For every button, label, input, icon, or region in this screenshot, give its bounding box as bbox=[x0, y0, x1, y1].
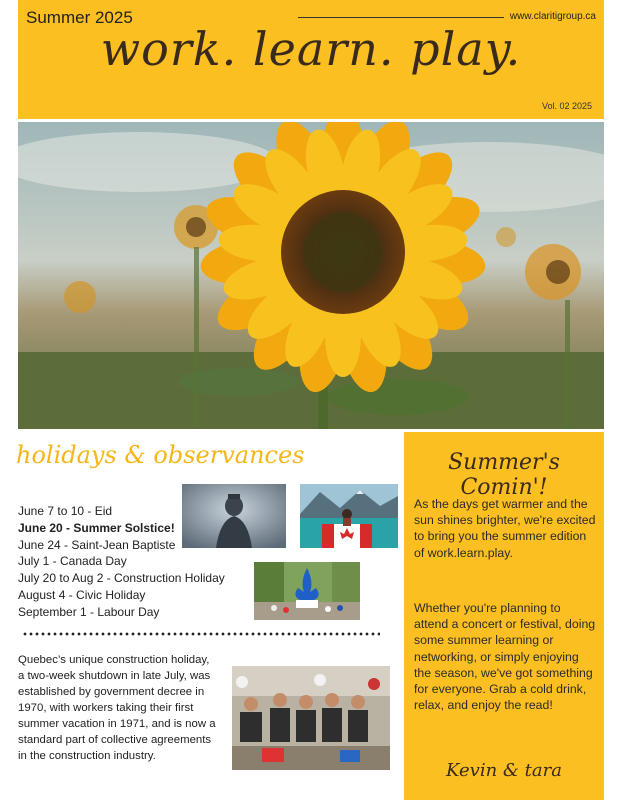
header-rule bbox=[298, 17, 504, 18]
website-link[interactable]: www.claritigroup.ca bbox=[509, 11, 596, 22]
holiday-item: August 4 - Civic Holiday bbox=[18, 587, 146, 602]
fleur-de-lis-parade-photo bbox=[254, 562, 360, 620]
construction-workers-photo bbox=[232, 666, 390, 770]
quebec-construction-paragraph: Quebec’s unique construction holiday, a two-week shutdown in late July, was established by government decree in 1970, with workers taking their first summer vacation in 1971, and is now a standard part of collective agreements in the construction industry. bbox=[18, 654, 216, 762]
newsletter-title: work. learn. play. bbox=[100, 22, 522, 76]
holiday-item: June 24 - Saint-Jean Baptiste bbox=[18, 537, 176, 552]
hero-sunflower-photo bbox=[18, 122, 604, 429]
holiday-item: June 7 to 10 - Eid bbox=[18, 504, 113, 518]
holiday-item: July 1 - Canada Day bbox=[18, 554, 127, 569]
holiday-item: June 20 - Summer Solstice! bbox=[18, 520, 175, 535]
volume-label: Vol. 02 2025 bbox=[541, 101, 592, 111]
masthead-banner bbox=[18, 0, 604, 119]
sidebar-body-paragraph: Whether you're planning to attend a concert or festival, doing some summer learning or networking, or simply enjoying the season, we've got something for everyone. Grab a cold drink, relax, and enjoy the read! bbox=[414, 601, 596, 713]
summer-sidebar bbox=[404, 432, 604, 800]
dotted-divider bbox=[22, 632, 380, 636]
statue-photo bbox=[182, 484, 286, 548]
holiday-item: September 1 - Labour Day bbox=[18, 604, 160, 619]
sidebar-title: Summer's Comin'! bbox=[448, 450, 560, 500]
holidays-heading: holidays & observances bbox=[16, 441, 305, 469]
edition-label: Summer 2025 bbox=[26, 8, 133, 27]
canada-lake-photo bbox=[300, 484, 398, 548]
sidebar-intro-paragraph: As the days get warmer and the sun shines brighter, we're excited to bring you the summer edition of work.learn.play. bbox=[414, 497, 596, 560]
holiday-item: July 20 to Aug 2 - Construction Holiday bbox=[18, 571, 225, 586]
signature: Kevin & tara bbox=[446, 760, 562, 781]
